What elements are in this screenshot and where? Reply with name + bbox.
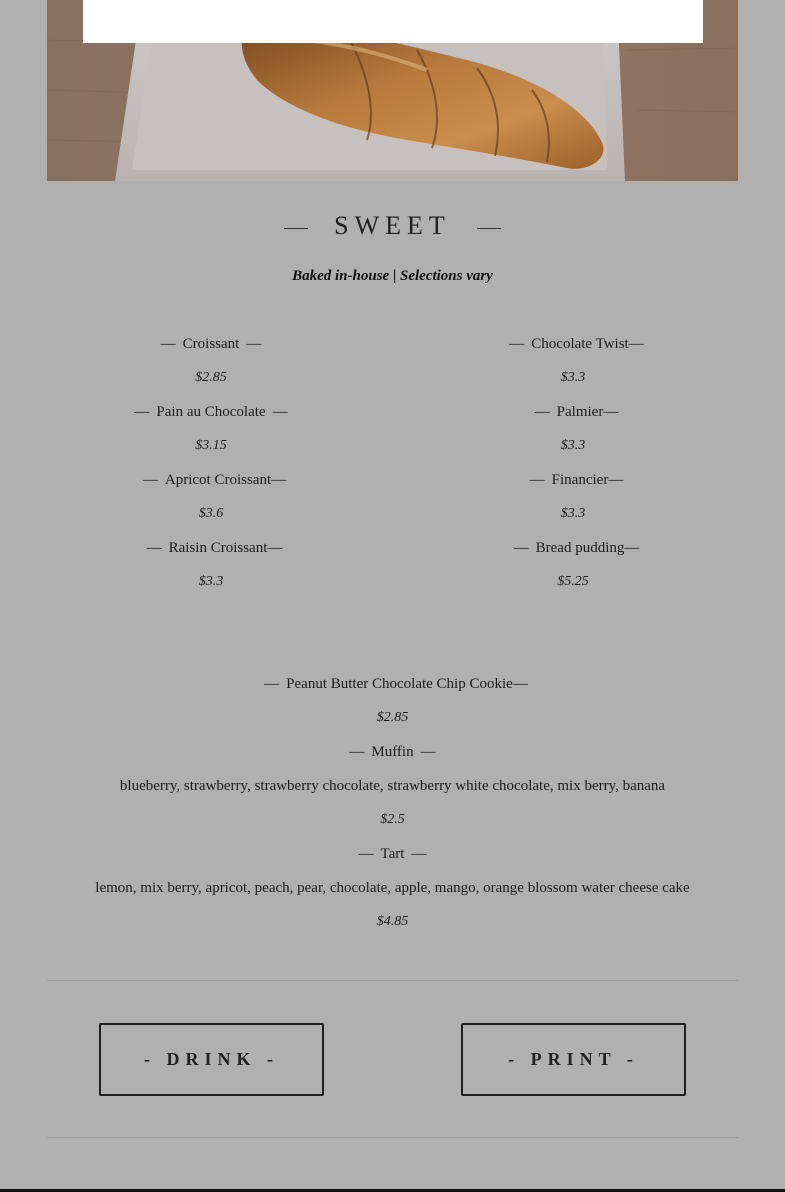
divider-top (47, 980, 738, 981)
croissant-hero-image (47, 0, 738, 181)
menu-column-wide (0, 667, 785, 939)
section-title (0, 206, 785, 246)
drink-button[interactable]: - DRINK - (99, 1023, 324, 1096)
title-right-dash (477, 228, 501, 229)
menu-item-name: — Tart — (358, 846, 427, 862)
menu-item-price: $2.85 (376, 710, 409, 725)
menu-item-price: $2.5 (380, 812, 405, 827)
divider-bottom (47, 1137, 738, 1138)
menu-item-description: lemon, mix berry, apricot, peach, pear, chocolate, apple, mango, orange blossom water cheese cake (95, 880, 690, 896)
menu-item-name: — Raisin Croissant— (146, 540, 283, 556)
print-button[interactable]: - PRINT - (461, 1023, 686, 1096)
menu-item-price: $3.3 (560, 506, 586, 521)
menu-item-price: $3.15 (195, 438, 227, 453)
menu-item-name: — Pain au Chocolate — (134, 404, 288, 420)
section-subtitle: Baked in-house | Selections vary (292, 268, 493, 284)
menu-item-name: — Apricot Croissant— (142, 472, 287, 488)
menu-item-description: blueberry, strawberry, strawberry chocolate, strawberry white chocolate, mix berry, banana (119, 778, 666, 794)
menu-item-name: — Bread pudding— (513, 540, 640, 556)
menu-item-price: $3.3 (198, 574, 224, 589)
menu-item-name: — Peanut Butter Chocolate Chip Cookie— (264, 676, 528, 692)
menu-item-price: $2.85 (195, 370, 227, 385)
section-title-text: SWEET (334, 211, 451, 240)
menu-item-price: $3.6 (198, 506, 224, 521)
menu-item-price: $3.3 (560, 438, 586, 453)
menu-item-name: — Muffin — (349, 744, 436, 760)
menu-item-name: — Chocolate Twist— (509, 336, 644, 352)
menu-item-price: $3.3 (560, 370, 586, 385)
title-left-dash (284, 228, 308, 229)
hero-white-overlay (83, 0, 703, 43)
menu-column-left (46, 327, 376, 599)
menu-item-price: $5.25 (557, 574, 589, 589)
menu-item-name: — Palmier— (534, 404, 619, 420)
menu-item-name: — Financier— (529, 472, 624, 488)
menu-column-right (408, 327, 738, 599)
menu-item-price: $4.85 (376, 914, 409, 929)
menu-item-name: — Croissant — (160, 336, 262, 352)
